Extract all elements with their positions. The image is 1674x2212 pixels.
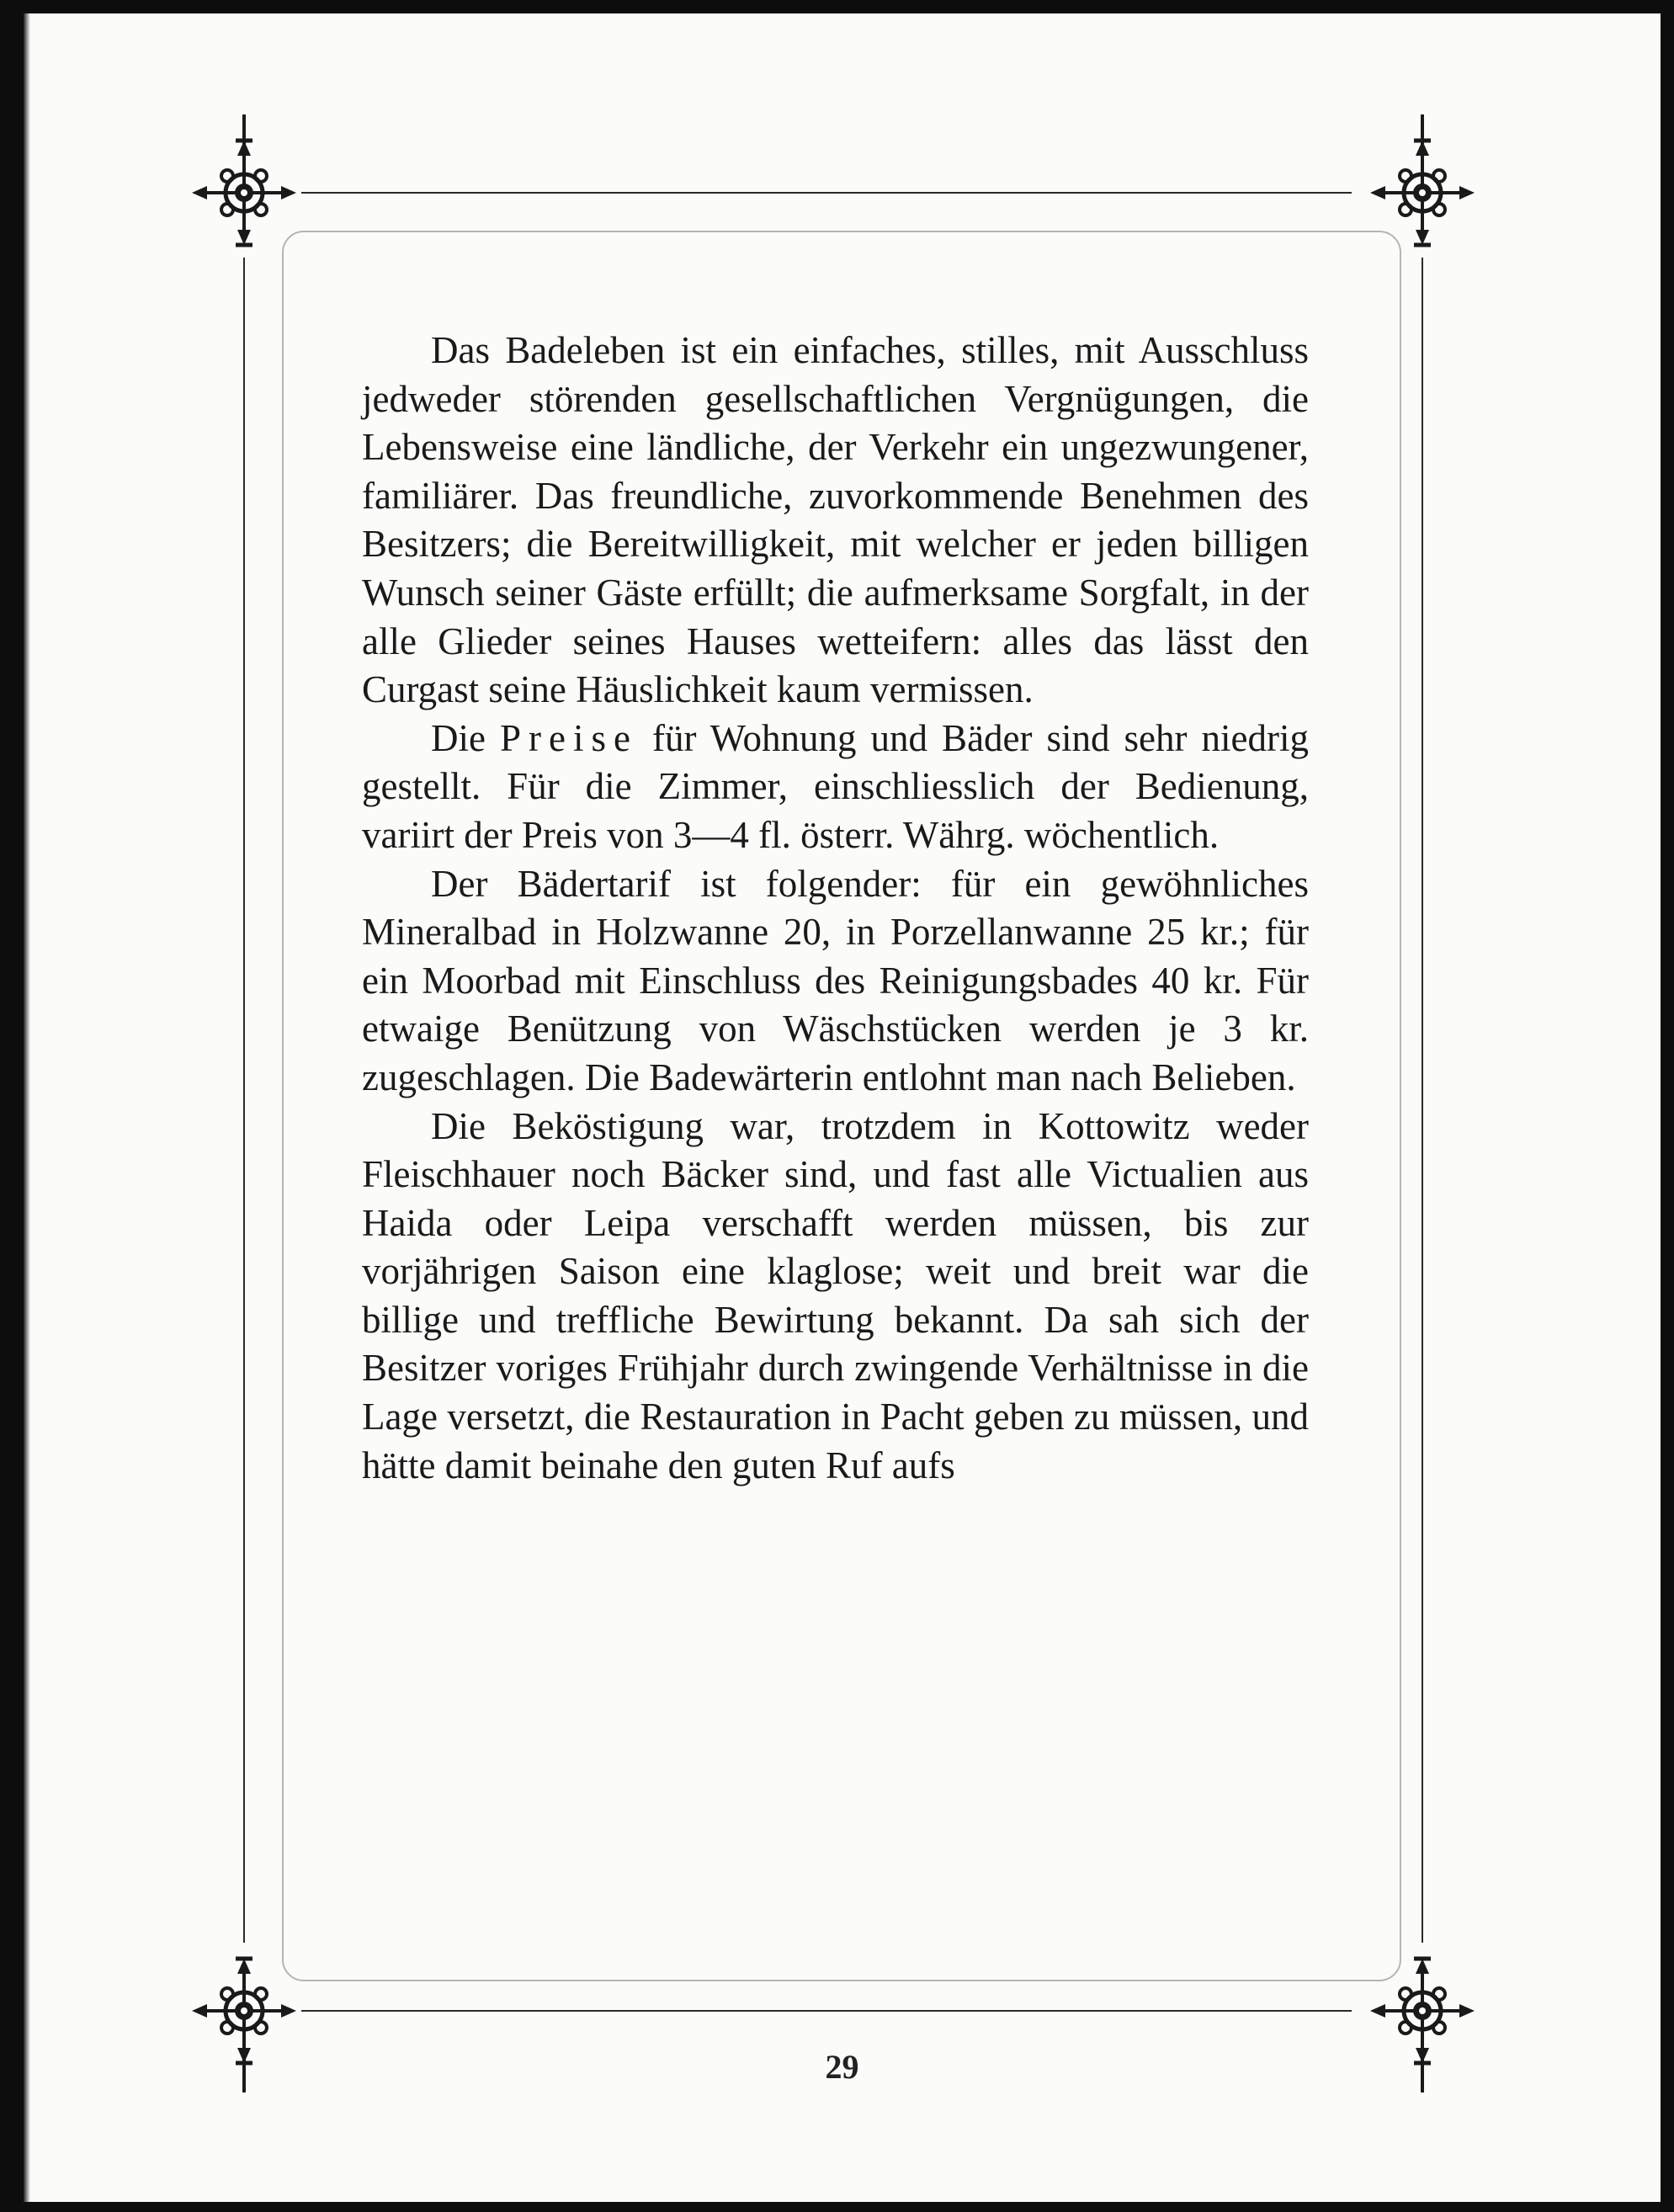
paragraph-1: Das Badeleben ist ein einfaches, stilles, mit Ausschluss jedweder störenden gesellschaftlichen Vergnügungen, die Lebensweise eine ländliche, der Verkehr ein ungezwungener, familiärer. Das freundliche, zuvorkommende Benehmen des Besitzers; die Bereitwilligkeit, mit welcher er jeden billigen Wunsch seiner Gäste erfüllt; die aufmerksame Sorgfalt, in der alle Glieder seines Hauses wetteifern: alles das lässt den Curgast seine Häuslichkeit kaum vermissen. xyxy=(362,329,1309,711)
book-page xyxy=(24,13,1661,2202)
paragraph-4: Die Beköstigung war, trotzdem in Kottowitz weder Fleischhauer noch Bäcker sind, und fast alle Victualien aus Haida oder Leipa verschafft werden müssen, bis zur vorjährigen Saison eine klaglose; weit und breit war die billige und treffliche Bewirtung bekannt. Da sah sich der Besitzer voriges Frühjahr durch zwingende Verhältnisse in die Lage versetzt, die Restauration in Pacht geben zu müssen, und hätte damit beinahe den guten Ruf aufs xyxy=(362,1104,1309,1486)
paragraph-2-lead: Die xyxy=(431,716,500,759)
paragraph-2 xyxy=(362,715,1309,860)
body-text xyxy=(362,327,1309,1490)
spaced-word-preise: Preise xyxy=(500,716,638,759)
ornament-top-right-icon xyxy=(1370,141,1475,245)
page-number: 29 xyxy=(825,2048,859,2086)
paragraph-2-rest: für Wohnung und Bäder sind sehr niedrig gestellt. Für die Zimmer, einschliesslich der Bedienung, variirt der Preis von 3—4 fl. österr. Währg. wöchentlich. xyxy=(362,716,1309,856)
paragraph-3: Der Bädertarif ist folgender: für ein gewöhnliches Mineralbad in Holzwanne 20, in Porzellanwanne 25 kr.; für ein Moorbad mit Einschluss des Reinigungsbades 40 kr. Für etwaige Benützung von Wäschstücken werden je 3 kr. zugeschlagen. Die Badewärterin entlohnt man nach Belieben. xyxy=(362,862,1309,1098)
ornament-top-left-icon xyxy=(192,141,296,245)
